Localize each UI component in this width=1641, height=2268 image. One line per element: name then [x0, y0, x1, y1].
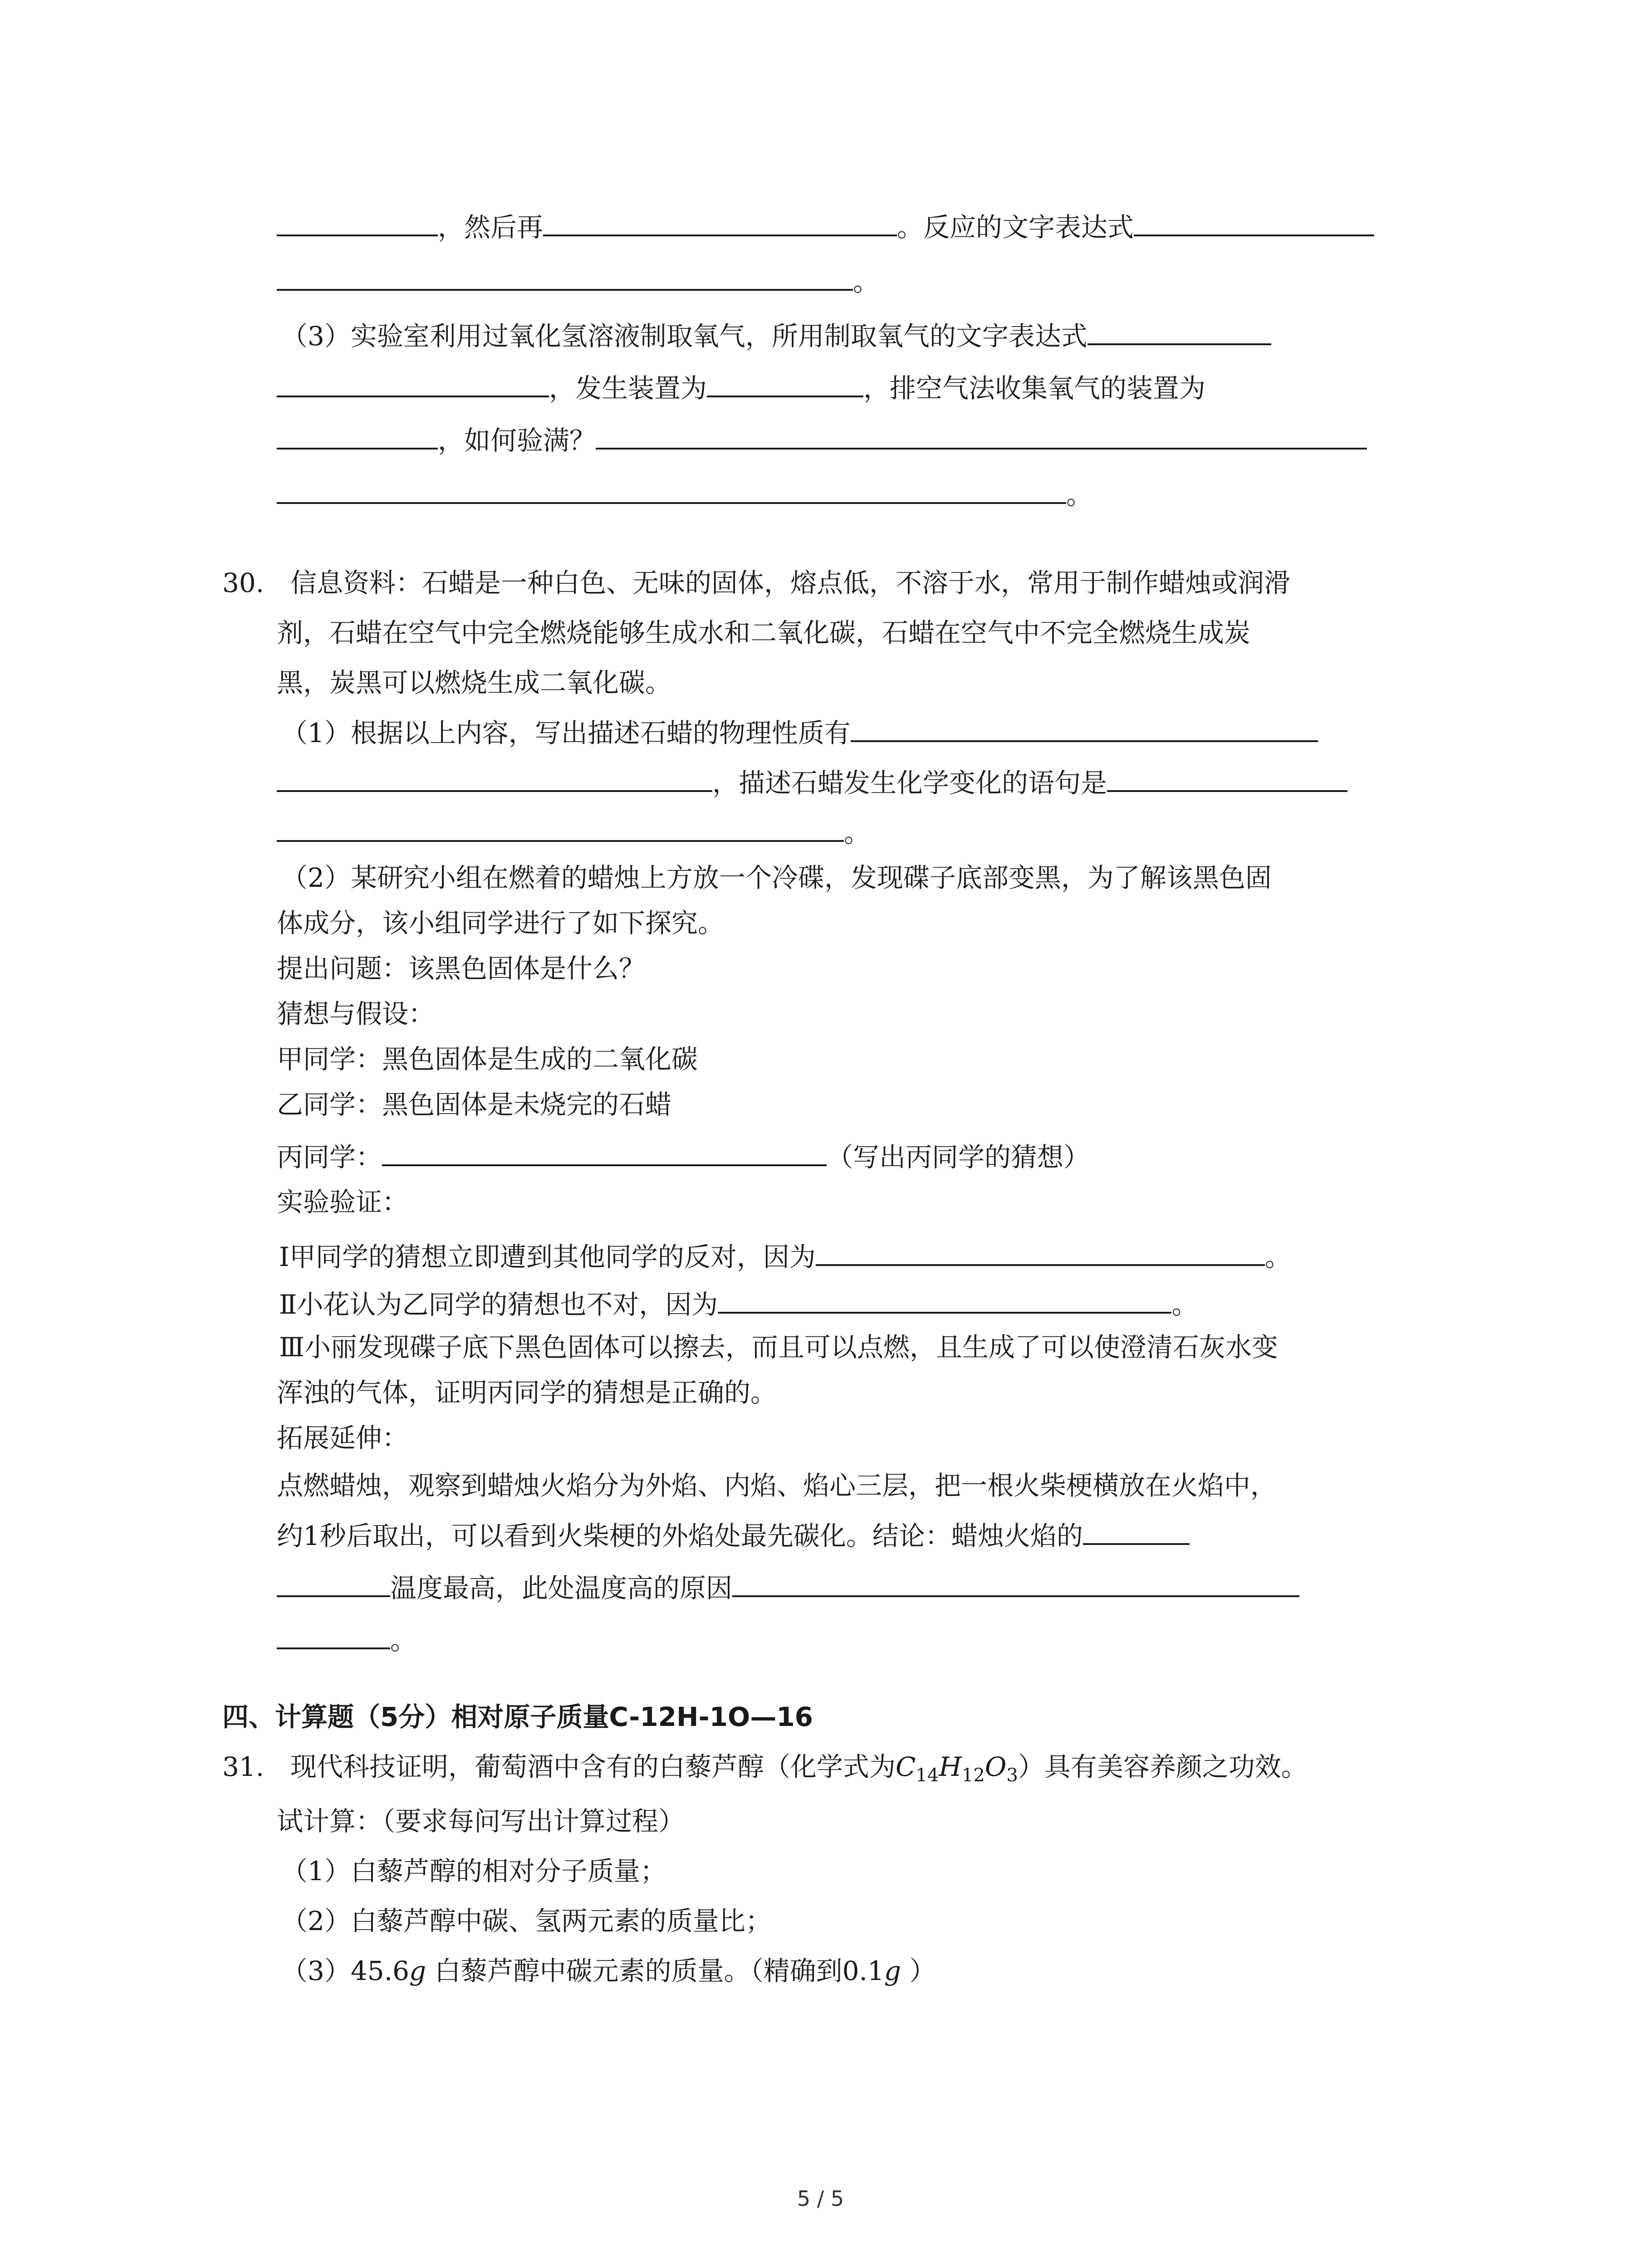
answer-blank[interactable]: [277, 206, 438, 236]
q30-e2-text: 约1秒后取出，可以看到火柴梗的外焰处最先碳化。结论：蜡烛火焰的: [277, 1520, 1083, 1551]
q30-v3-line-2: [277, 1374, 777, 1411]
q29-part3-text: （3）实验室利用过氧化氢溶液制取氧气，所用制取氧气的文字表达式: [281, 321, 1087, 352]
q31-sub-2: [281, 1903, 772, 1939]
q31-sub-3-text: （3）45.6: [281, 1955, 410, 1986]
q31-sub-2-text: （2）白藜芦醇中碳、氢两元素的质量比；: [281, 1906, 772, 1936]
formula-c: C: [896, 1751, 916, 1782]
q30-e4-end: 。: [390, 1625, 417, 1656]
q31-sub-3: [281, 1953, 936, 1989]
q31-instruction: 试计算：（要求每问写出计算过程）: [277, 1806, 685, 1837]
q29-line-1: [277, 206, 1374, 245]
answer-blank[interactable]: [277, 1619, 390, 1649]
answer-blank[interactable]: [1107, 762, 1347, 792]
q30-bing-note: （写出丙同学的猜想）: [827, 1142, 1090, 1173]
q30-bing-label: 丙同学：: [277, 1142, 382, 1173]
q30-hypothesis-label: [277, 996, 435, 1032]
q31-line-1: [222, 1749, 1308, 1794]
q30-extend-text: 拓展延伸：: [277, 1422, 409, 1453]
q30-intro-text: 黑，炭黑可以燃烧生成二氧化碳。: [277, 667, 672, 698]
q30-p1-text: ，描述石蜡发生化学变化的语句是: [712, 767, 1107, 798]
q30-p1-line-3: [277, 812, 870, 851]
q29-part3-text: ，如何验满？: [438, 425, 596, 456]
answer-blank[interactable]: [1087, 315, 1271, 345]
q30-v1-end: 。: [1264, 1242, 1291, 1272]
q30-e4: [277, 1619, 416, 1658]
page-number: 5 / 5: [797, 2186, 844, 2211]
formula-h: H: [939, 1751, 962, 1782]
q30-p1-text: 。: [844, 817, 871, 848]
q30-e3-text: 温度最高，此处温度高的原因: [390, 1573, 733, 1603]
q30-verify-text: 实验验证：: [277, 1187, 409, 1217]
q31-sub-1: [281, 1853, 666, 1889]
q30-intro-1: [222, 565, 1290, 601]
answer-blank[interactable]: [277, 367, 549, 397]
answer-blank[interactable]: [596, 420, 1367, 450]
q30-v3-line-1: [279, 1329, 1278, 1365]
q30-p2-line-2: [277, 905, 724, 941]
q30-jia-text: 甲同学：黑色固体是生成的二氧化碳: [277, 1044, 698, 1075]
answer-blank[interactable]: [277, 261, 853, 291]
q29-part3-line-2: [277, 367, 1205, 406]
q29-text: 。: [853, 266, 880, 297]
q30-e1: [277, 1467, 1277, 1504]
answer-blank[interactable]: [1134, 206, 1374, 236]
section-4-heading: [222, 1699, 813, 1735]
q30-v2-end: 。: [1171, 1289, 1198, 1320]
q30-intro-text: 剂，石蜡在空气中完全燃烧能够生成水和二氧化碳，石蜡在空气中不完全燃烧生成炭: [277, 617, 1251, 648]
q30-intro-text: 信息资料：石蜡是一种白色、无味的固体，熔点低，不溶于水，常用于制作蜡烛或润滑: [290, 567, 1291, 598]
answer-blank[interactable]: [1083, 1515, 1190, 1545]
section-4-heading-text: 四、计算题（5分）相对原子质量C-12H-1O—16: [222, 1701, 813, 1732]
chemical-formula: [896, 1751, 1018, 1786]
answer-blank[interactable]: [707, 367, 863, 397]
q30-v1: [279, 1236, 1291, 1275]
q29-part3-text: ，发生装置为: [549, 373, 707, 404]
q30-p2-text: （2）某研究小组在燃着的蜡烛上方放一个冷碟，发现碟子底部变黑，为了解该黑色固: [281, 862, 1272, 893]
q30-v3-text: 浑浊的气体，证明丙同学的猜想是正确的。: [277, 1377, 777, 1408]
q29-text: ，然后再: [438, 212, 544, 243]
formula-c-sub: 14: [916, 1765, 939, 1786]
unit-g: g: [409, 1955, 426, 1986]
answer-blank[interactable]: [732, 1567, 1299, 1597]
q30-jia: [277, 1041, 698, 1077]
answer-blank[interactable]: [277, 420, 438, 450]
q29-text: 。反应的文字表达式: [897, 212, 1134, 243]
q30-verify-label: [277, 1184, 408, 1220]
q30-question-text: 提出问题：该黑色固体是什么？: [277, 953, 646, 984]
answer-blank[interactable]: [277, 812, 844, 842]
question-number: 30.: [222, 567, 265, 598]
q31-sub-3-text: 白藜芦醇中碳元素的质量。（精确到0.1: [426, 1955, 884, 1986]
q31-line-2: [277, 1803, 685, 1839]
q29-part3-line-1: [281, 315, 1271, 354]
q30-e3: [277, 1567, 1299, 1606]
q30-yi-text: 乙同学：黑色固体是未烧完的石蜡: [277, 1089, 672, 1120]
q29-line-2: [277, 261, 879, 300]
q30-v2: [279, 1284, 1198, 1323]
answer-blank[interactable]: [851, 712, 1318, 742]
unit-g: g: [884, 1955, 901, 1986]
q30-hypothesis-text: 猜想与假设：: [277, 998, 435, 1029]
q30-v2-text: Ⅱ小花认为乙同学的猜想也不对，因为: [279, 1289, 718, 1320]
q30-p2-text: 体成分，该小组同学进行了如下探究。: [277, 908, 725, 938]
q30-p1-line-2: [277, 762, 1347, 801]
q30-extend-label: [277, 1420, 408, 1456]
q30-v3-text: Ⅲ小丽发现碟子底下黑色固体可以擦去，而且可以点燃，且生成了可以使澄清石灰水变: [279, 1332, 1278, 1363]
q30-intro-3: [277, 665, 671, 701]
q30-v1-text: Ⅰ甲同学的猜想立即遭到其他同学的反对，因为: [279, 1242, 816, 1272]
q29-part3-line-3: [277, 420, 1367, 459]
q30-question: [277, 950, 645, 987]
answer-blank[interactable]: [277, 1567, 390, 1597]
q30-e2: [277, 1515, 1190, 1554]
answer-blank[interactable]: [816, 1236, 1265, 1266]
q31-text: ）具有美容养颜之功效。: [1018, 1751, 1308, 1782]
q30-e1-text: 点燃蜡烛，观察到蜡烛火焰分为外焰、内焰、焰心三层，把一根火柴梗横放在火焰中，: [277, 1470, 1277, 1501]
q30-yi: [277, 1086, 671, 1123]
q30-bing: [277, 1136, 1090, 1175]
answer-blank[interactable]: [382, 1136, 827, 1166]
q30-p2-line-1: [281, 860, 1272, 896]
q29-part3-text: ，排空气法收集氧气的装置为: [863, 373, 1206, 404]
answer-blank[interactable]: [718, 1284, 1171, 1314]
q29-part3-text: 。: [1066, 479, 1093, 510]
q31-text: 现代科技证明，葡萄酒中含有的白藜芦醇（化学式为: [290, 1751, 896, 1782]
q31-sub-1-text: （1）白藜芦醇的相对分子质量；: [281, 1856, 666, 1887]
question-number: 31.: [222, 1751, 265, 1782]
q30-p1-line-1: [281, 712, 1318, 751]
q31-sub-3-text: ）: [901, 1955, 936, 1986]
answer-blank[interactable]: [277, 762, 712, 792]
answer-blank[interactable]: [543, 206, 897, 236]
formula-o: O: [985, 1751, 1007, 1782]
q29-part3-line-4: [277, 474, 1092, 513]
formula-h-sub: 12: [961, 1765, 985, 1786]
formula-o-sub: 3: [1006, 1765, 1018, 1786]
q30-intro-2: [277, 615, 1250, 651]
q30-p1-text: （1）根据以上内容，写出描述石蜡的物理性质有: [281, 718, 851, 748]
answer-blank[interactable]: [277, 474, 1066, 504]
